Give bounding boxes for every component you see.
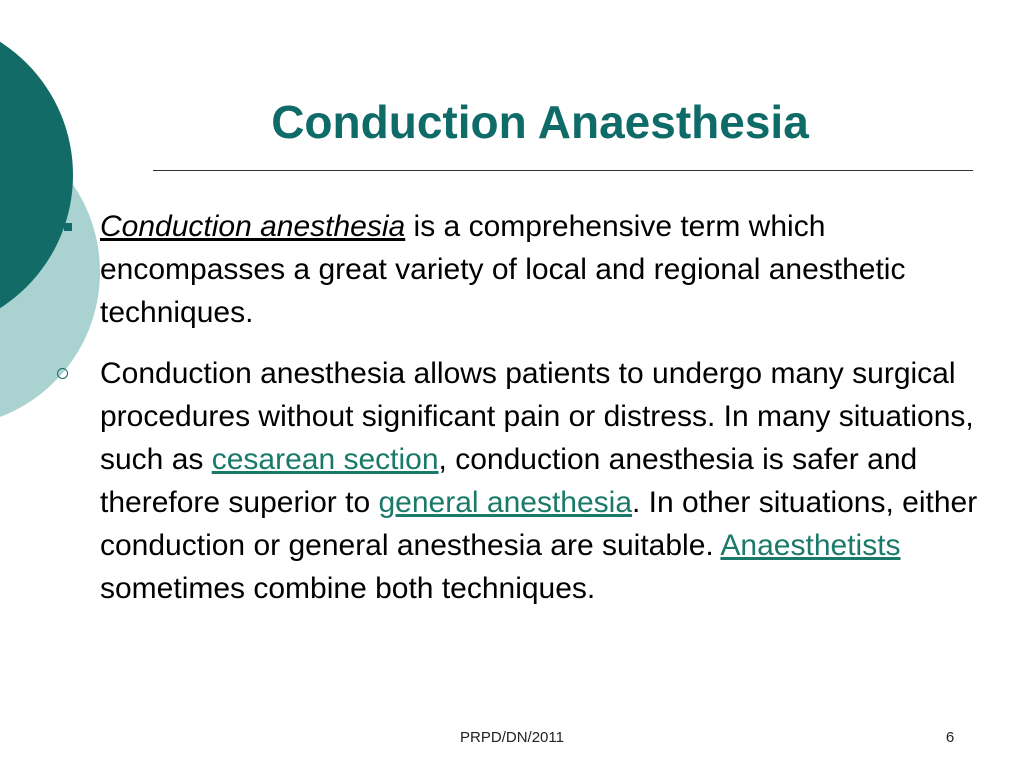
bullet-2-text-a: Conduction anesthesia allows patients to undergo many surgical procedures without significant pain or distress. In many situations, such as xyxy=(100,357,974,476)
page-number: 6 xyxy=(945,729,955,746)
title-divider xyxy=(153,170,973,171)
bullet-2-text-c: . In other situations, either conduction or general anesthesia are suitable. xyxy=(100,486,978,562)
term-conduction-anesthesia: Conduction anesthesia xyxy=(100,210,406,243)
bullet-2-text-d: sometimes combine both techniques. xyxy=(100,572,596,605)
link-cesarean-section[interactable]: cesarean section xyxy=(211,443,439,476)
footer-label: PRPD/DN/2011 xyxy=(460,729,564,746)
link-anaesthetists[interactable]: Anaesthetists xyxy=(720,529,901,562)
slide-title: Conduction Anaesthesia xyxy=(271,96,809,148)
bullet-2-text-b: , conduction anesthesia is safer and therefore superior to xyxy=(100,443,918,519)
link-general-anesthesia[interactable]: general anesthesia xyxy=(378,486,633,519)
square-bullet-icon xyxy=(64,223,72,231)
bullet-paragraph-1 xyxy=(100,205,1015,334)
circle-bullet-icon xyxy=(57,368,68,379)
bullet-paragraph-2 xyxy=(100,352,1015,610)
slide-body xyxy=(100,205,1015,610)
bullet-1-text: is a comprehensive term which encompasses a great variety of local and regional anesthetic techniques. xyxy=(100,210,906,329)
